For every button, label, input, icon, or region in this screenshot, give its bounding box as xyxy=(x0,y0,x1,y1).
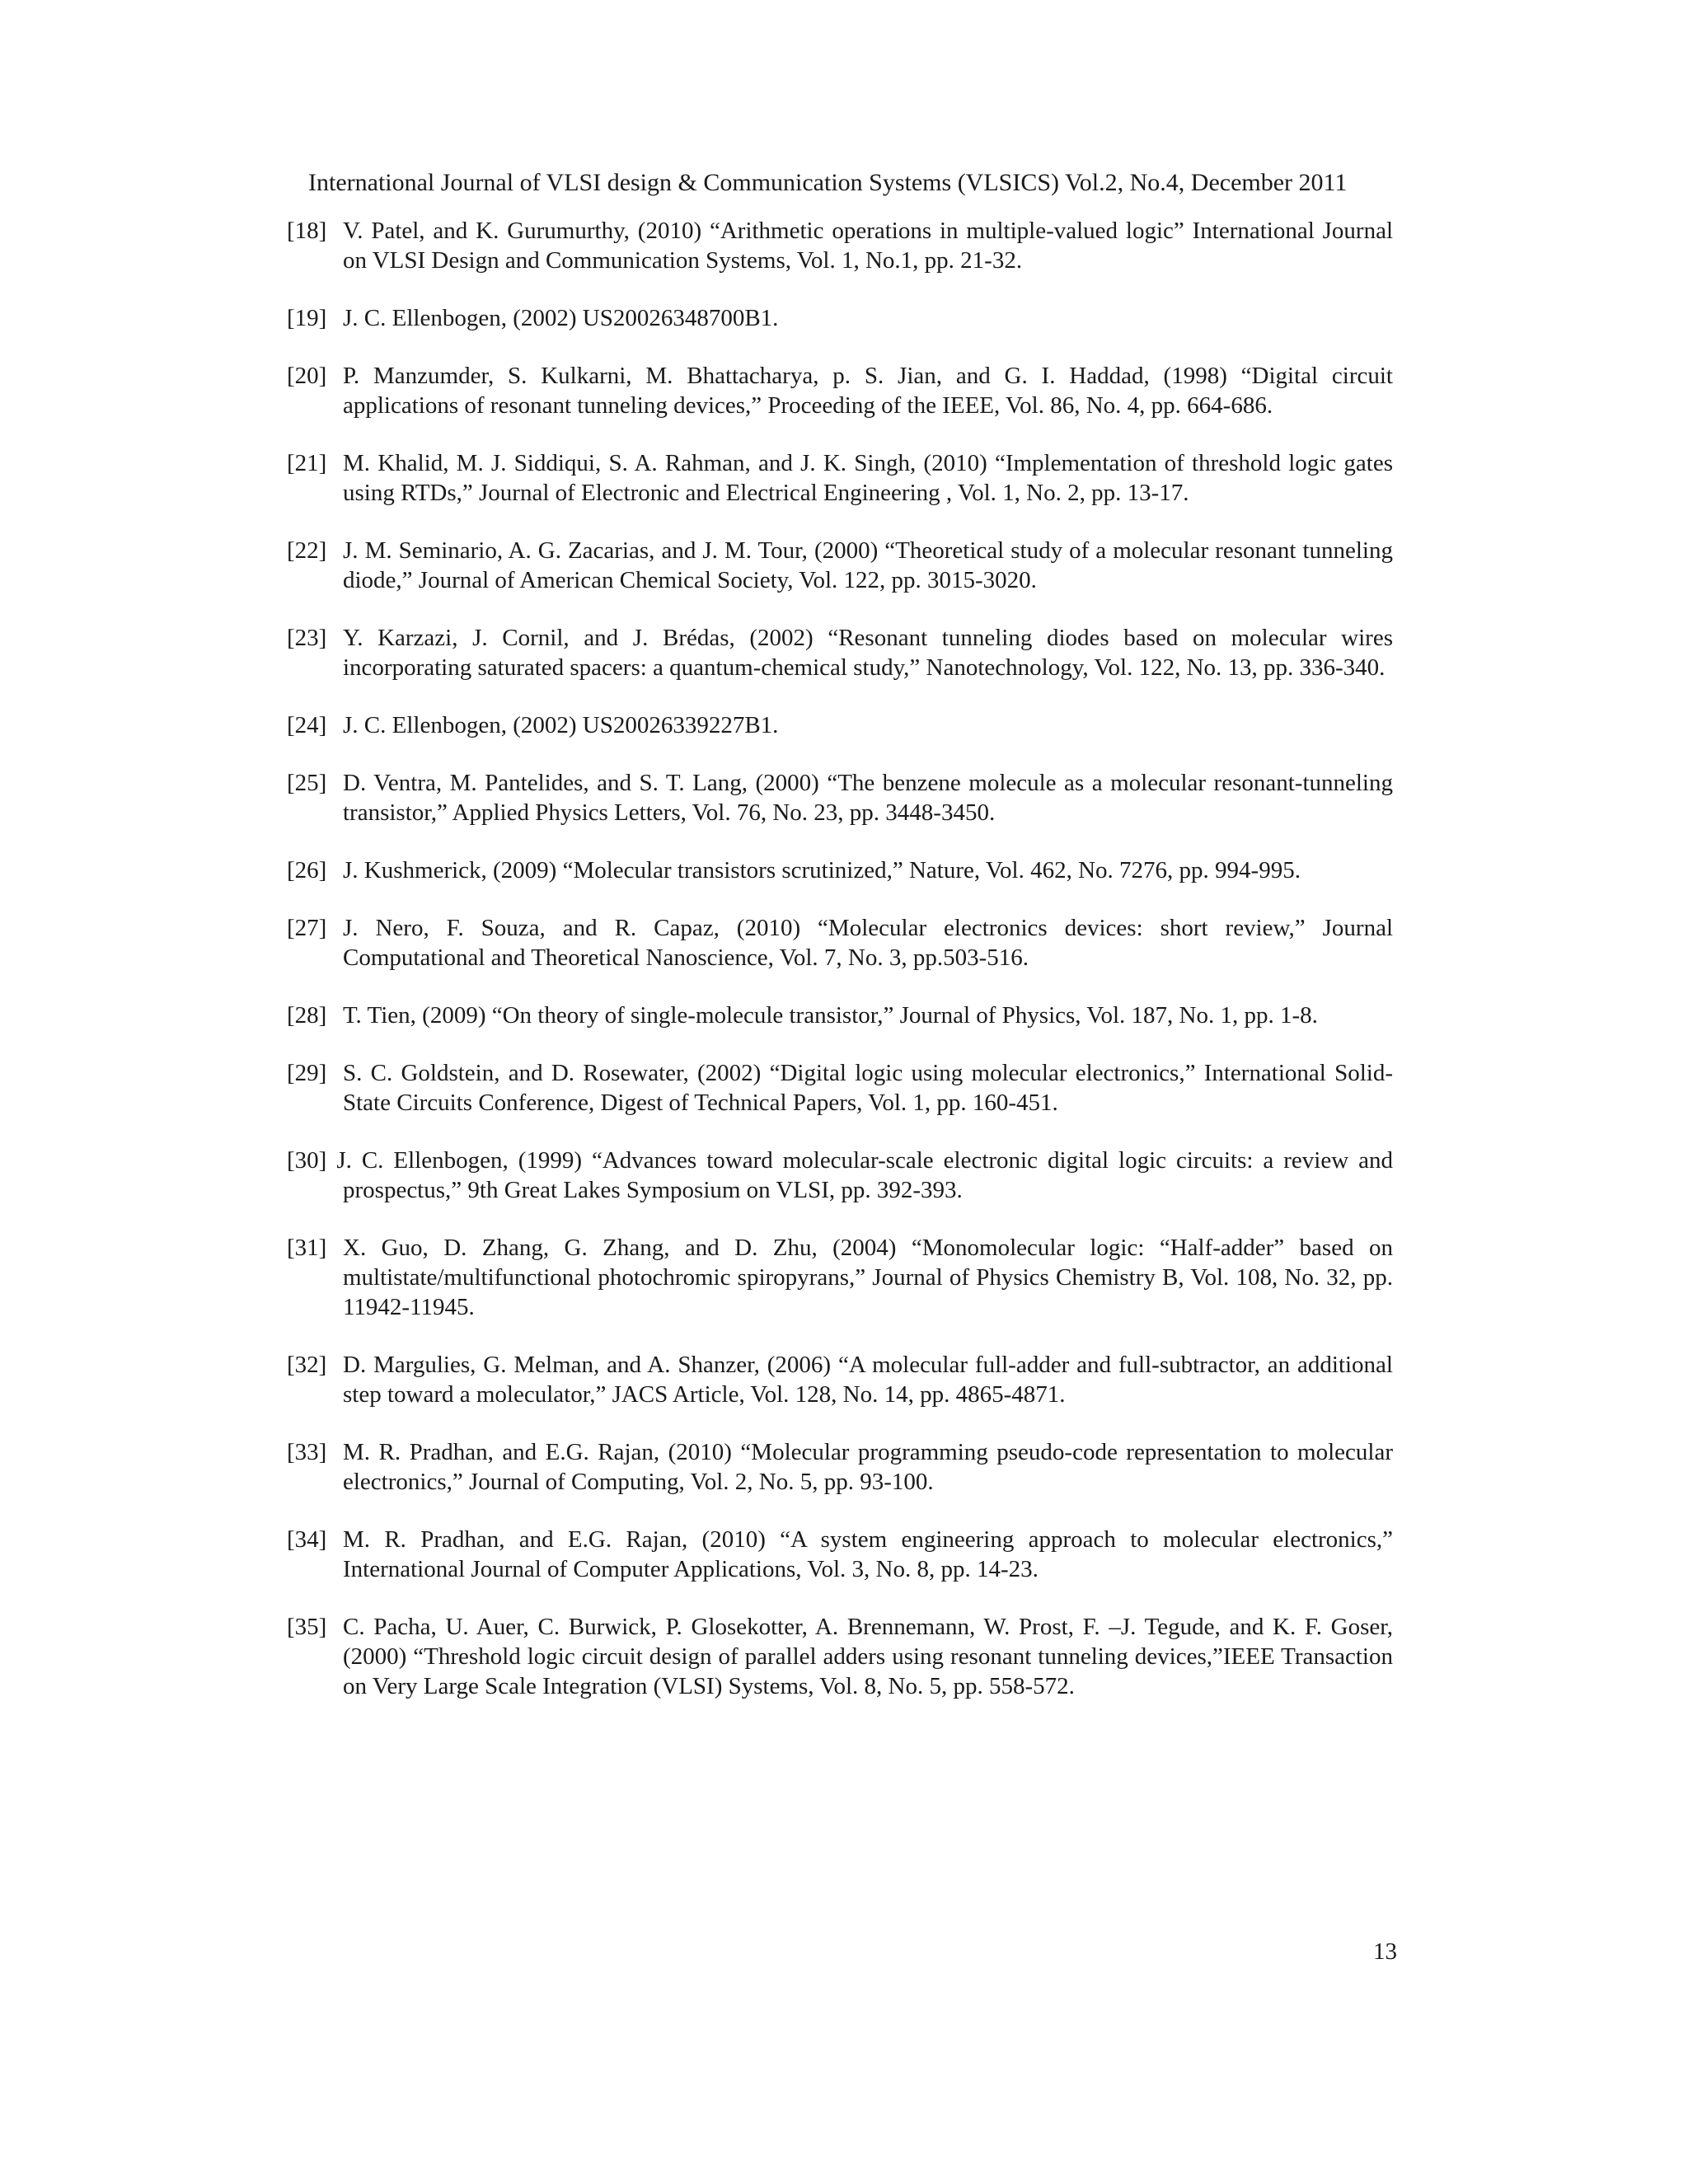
reference-item xyxy=(287,448,1393,508)
reference-text: M. Khalid, M. J. Siddiqui, S. A. Rahman, and J. K. Singh, (2010) “Implementation of threshold logic gates using RTDs,” Journal of Electronic and Electrical Engineering , Vol. 1, No. 2, pp. 13-17. xyxy=(343,450,1393,506)
reference-item xyxy=(287,1001,1393,1030)
reference-item xyxy=(287,536,1393,595)
reference-number: [35] xyxy=(287,1614,327,1640)
reference-text: J. C. Ellenbogen, (2002) US20026339227B1. xyxy=(343,712,779,738)
reference-text: J. Nero, F. Souza, and R. Capaz, (2010) “Molecular electronics devices: short review,” Journal Computational and Theoretical Nanoscience, Vol. 7, No. 3, pp.503-516. xyxy=(343,915,1393,971)
reference-number: [32] xyxy=(287,1352,327,1378)
reference-number: [20] xyxy=(287,363,327,389)
reference-text: X. Guo, D. Zhang, G. Zhang, and D. Zhu, (2004) “Monomolecular logic: “Half-adder” based on multistate/multifunctional photochromic spiropyrans,” Journal of Physics Chemistry B, Vol. 108, No. 32, pp. 11942-11945. xyxy=(343,1235,1393,1320)
reference-item xyxy=(287,768,1393,827)
reference-number: [31] xyxy=(287,1235,327,1261)
reference-item xyxy=(287,303,1393,333)
reference-text: Y. Karzazi, J. Cornil, and J. Brédas, (2002) “Resonant tunneling diodes based on molecular wires incorporating saturated spacers: a quantum-chemical study,” Nanotechnology, Vol. 122, No. 13, pp. 336-340. xyxy=(343,625,1393,681)
reference-item xyxy=(287,855,1393,885)
reference-text: J. M. Seminario, A. G. Zacarias, and J. M. Tour, (2000) “Theoretical study of a molecular resonant tunneling diode,” Journal of American Chemical Society, Vol. 122, pp. 3015-3020. xyxy=(343,537,1393,593)
reference-number: [26] xyxy=(287,857,327,883)
reference-item xyxy=(287,710,1393,740)
reference-text: T. Tien, (2009) “On theory of single-molecule transistor,” Journal of Physics, Vol. 187, No. 1, pp. 1-8. xyxy=(343,1002,1318,1029)
reference-number: [22] xyxy=(287,537,327,564)
reference-text: V. Patel, and K. Gurumurthy, (2010) “Arithmetic operations in multiple-valued logic” International Journal on VLSI Design and Communication Systems, Vol. 1, No.1, pp. 21-32. xyxy=(343,218,1393,274)
running-header: International Journal of VLSI design & Communication Systems (VLSICS) Vol.2, No.4, December 2011 xyxy=(308,169,1348,196)
reference-number: [33] xyxy=(287,1439,327,1465)
reference-number: [27] xyxy=(287,915,327,941)
reference-text: J. Kushmerick, (2009) “Molecular transistors scrutinized,” Nature, Vol. 462, No. 7276, pp. 994-995. xyxy=(343,857,1301,883)
reference-item xyxy=(287,361,1393,420)
reference-number: [23] xyxy=(287,625,327,651)
reference-number: [28] xyxy=(287,1002,327,1029)
reference-number: [30] xyxy=(287,1147,327,1174)
reference-item xyxy=(287,1058,1393,1118)
reference-number: [34] xyxy=(287,1526,327,1553)
reference-number: [21] xyxy=(287,450,327,476)
reference-item xyxy=(287,1233,1393,1322)
reference-item xyxy=(287,913,1393,972)
reference-text: J. C. Ellenbogen, (2002) US20026348700B1. xyxy=(343,305,779,331)
reference-number: [18] xyxy=(287,218,327,244)
reference-text: J. C. Ellenbogen, (1999) “Advances toward molecular-scale electronic digital logic circuits: a review and prospectus,” 9th Great Lakes Symposium on VLSI, pp. 392-393. xyxy=(336,1147,1393,1203)
reference-text: S. C. Goldstein, and D. Rosewater, (2002) “Digital logic using molecular electronics,” International Solid-State Circuits Conference, Digest of Technical Papers, Vol. 1, pp. 160-451. xyxy=(343,1060,1393,1116)
reference-item xyxy=(287,1612,1393,1701)
reference-number: [25] xyxy=(287,770,327,796)
reference-item xyxy=(287,1146,1393,1205)
page-number: 13 xyxy=(1373,1938,1397,1965)
reference-item xyxy=(287,1525,1393,1584)
reference-text: C. Pacha, U. Auer, C. Burwick, P. Glosekotter, A. Brennemann, W. Prost, F. –J. Tegude, and K. F. Goser, (2000) “Threshold logic circuit design of parallel adders using resonant tunneling devices,”IEEE Transaction on Very Large Scale Integration (VLSI) Systems, Vol. 8, No. 5, pp. 558-572. xyxy=(343,1614,1393,1699)
reference-text: D. Ventra, M. Pantelides, and S. T. Lang, (2000) “The benzene molecule as a molecular resonant-tunneling transistor,” Applied Physics Letters, Vol. 76, No. 23, pp. 3448-3450. xyxy=(343,770,1393,826)
reference-number: [24] xyxy=(287,712,327,738)
reference-item xyxy=(287,1437,1393,1497)
reference-item xyxy=(287,623,1393,682)
reference-text: P. Manzumder, S. Kulkarni, M. Bhattacharya, p. S. Jian, and G. I. Haddad, (1998) “Digital circuit applications of resonant tunneling devices,” Proceeding of the IEEE, Vol. 86, No. 4, pp. 664-686. xyxy=(343,363,1393,419)
reference-text: M. R. Pradhan, and E.G. Rajan, (2010) “A system engineering approach to molecular electronics,” International Journal of Computer Applications, Vol. 3, No. 8, pp. 14-23. xyxy=(343,1526,1393,1582)
reference-list xyxy=(287,216,1393,1729)
reference-item xyxy=(287,1350,1393,1409)
reference-text: M. R. Pradhan, and E.G. Rajan, (2010) “Molecular programming pseudo-code representation to molecular electronics,” Journal of Computing, Vol. 2, No. 5, pp. 93-100. xyxy=(343,1439,1393,1495)
reference-item xyxy=(287,216,1393,275)
reference-number: [29] xyxy=(287,1060,327,1086)
reference-text: D. Margulies, G. Melman, and A. Shanzer, (2006) “A molecular full-adder and full-subtractor, an additional step toward a moleculator,” JACS Article, Vol. 128, No. 14, pp. 4865-4871. xyxy=(343,1352,1393,1408)
reference-number: [19] xyxy=(287,305,327,331)
